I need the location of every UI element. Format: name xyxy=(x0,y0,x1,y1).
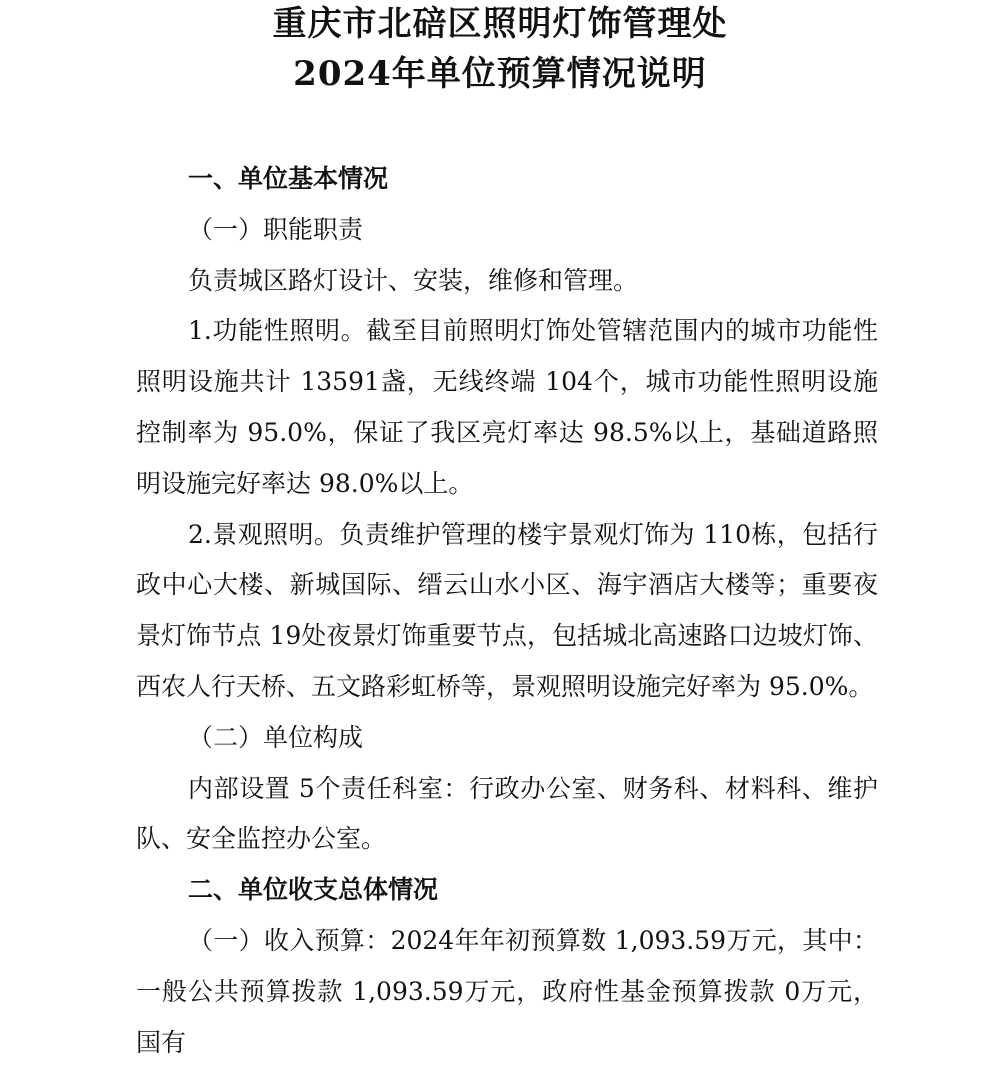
document-title-line-2: 2024年单位预算情况说明 xyxy=(293,54,707,94)
document-title-line-1: 重庆市北碚区照明灯饰管理处 xyxy=(272,4,728,44)
section-heading-income-expense: 二、单位收支总体情况 xyxy=(188,875,439,905)
paragraph-duties-summary: 负责城区路灯设计、安装，维修和管理。 xyxy=(188,265,639,295)
section-heading-basic-info: 一、单位基本情况 xyxy=(188,164,389,193)
document-body xyxy=(136,154,878,1068)
paragraph-landscape-lighting: 2.景观照明。负责维护管理的楼宇景观灯饰为 110栋，包括行政中心大楼、新城国际、缙云山水小区、海宇酒店大楼等；重要夜景灯饰节点 19处夜景灯饰重要节点，包括城北高速路口边坡灯饰、西农人行天桥、五文路彩虹桥等，景观照明设施完好率为 95.0%。 xyxy=(136,519,878,701)
subsection-heading-duties: （一）职能职责 xyxy=(188,214,364,244)
paragraph-functional-lighting: 1.功能性照明。截至目前照明灯饰处管辖范围内的城市功能性照明设施共计 13591盏，无线终端 104个，城市功能性照明设施控制率为 95.0%，保证了我区亮灯率达 98.5%以上，基础道路照明设施完好率达 98.0%以上。 xyxy=(136,316,878,498)
subsection-heading-composition: （二）单位构成 xyxy=(188,722,364,752)
paragraph-departments: 内部设置 5个责任科室：行政办公室、财务科、材料科、维护队、安全监控办公室。 xyxy=(136,773,878,854)
paragraph-income-budget: （一）收入预算：2024年年初预算数 1,093.59万元，其中：一般公共预算拨款 1,093.59万元，政府性基金预算拨款 0万元，国有 xyxy=(136,925,878,1057)
